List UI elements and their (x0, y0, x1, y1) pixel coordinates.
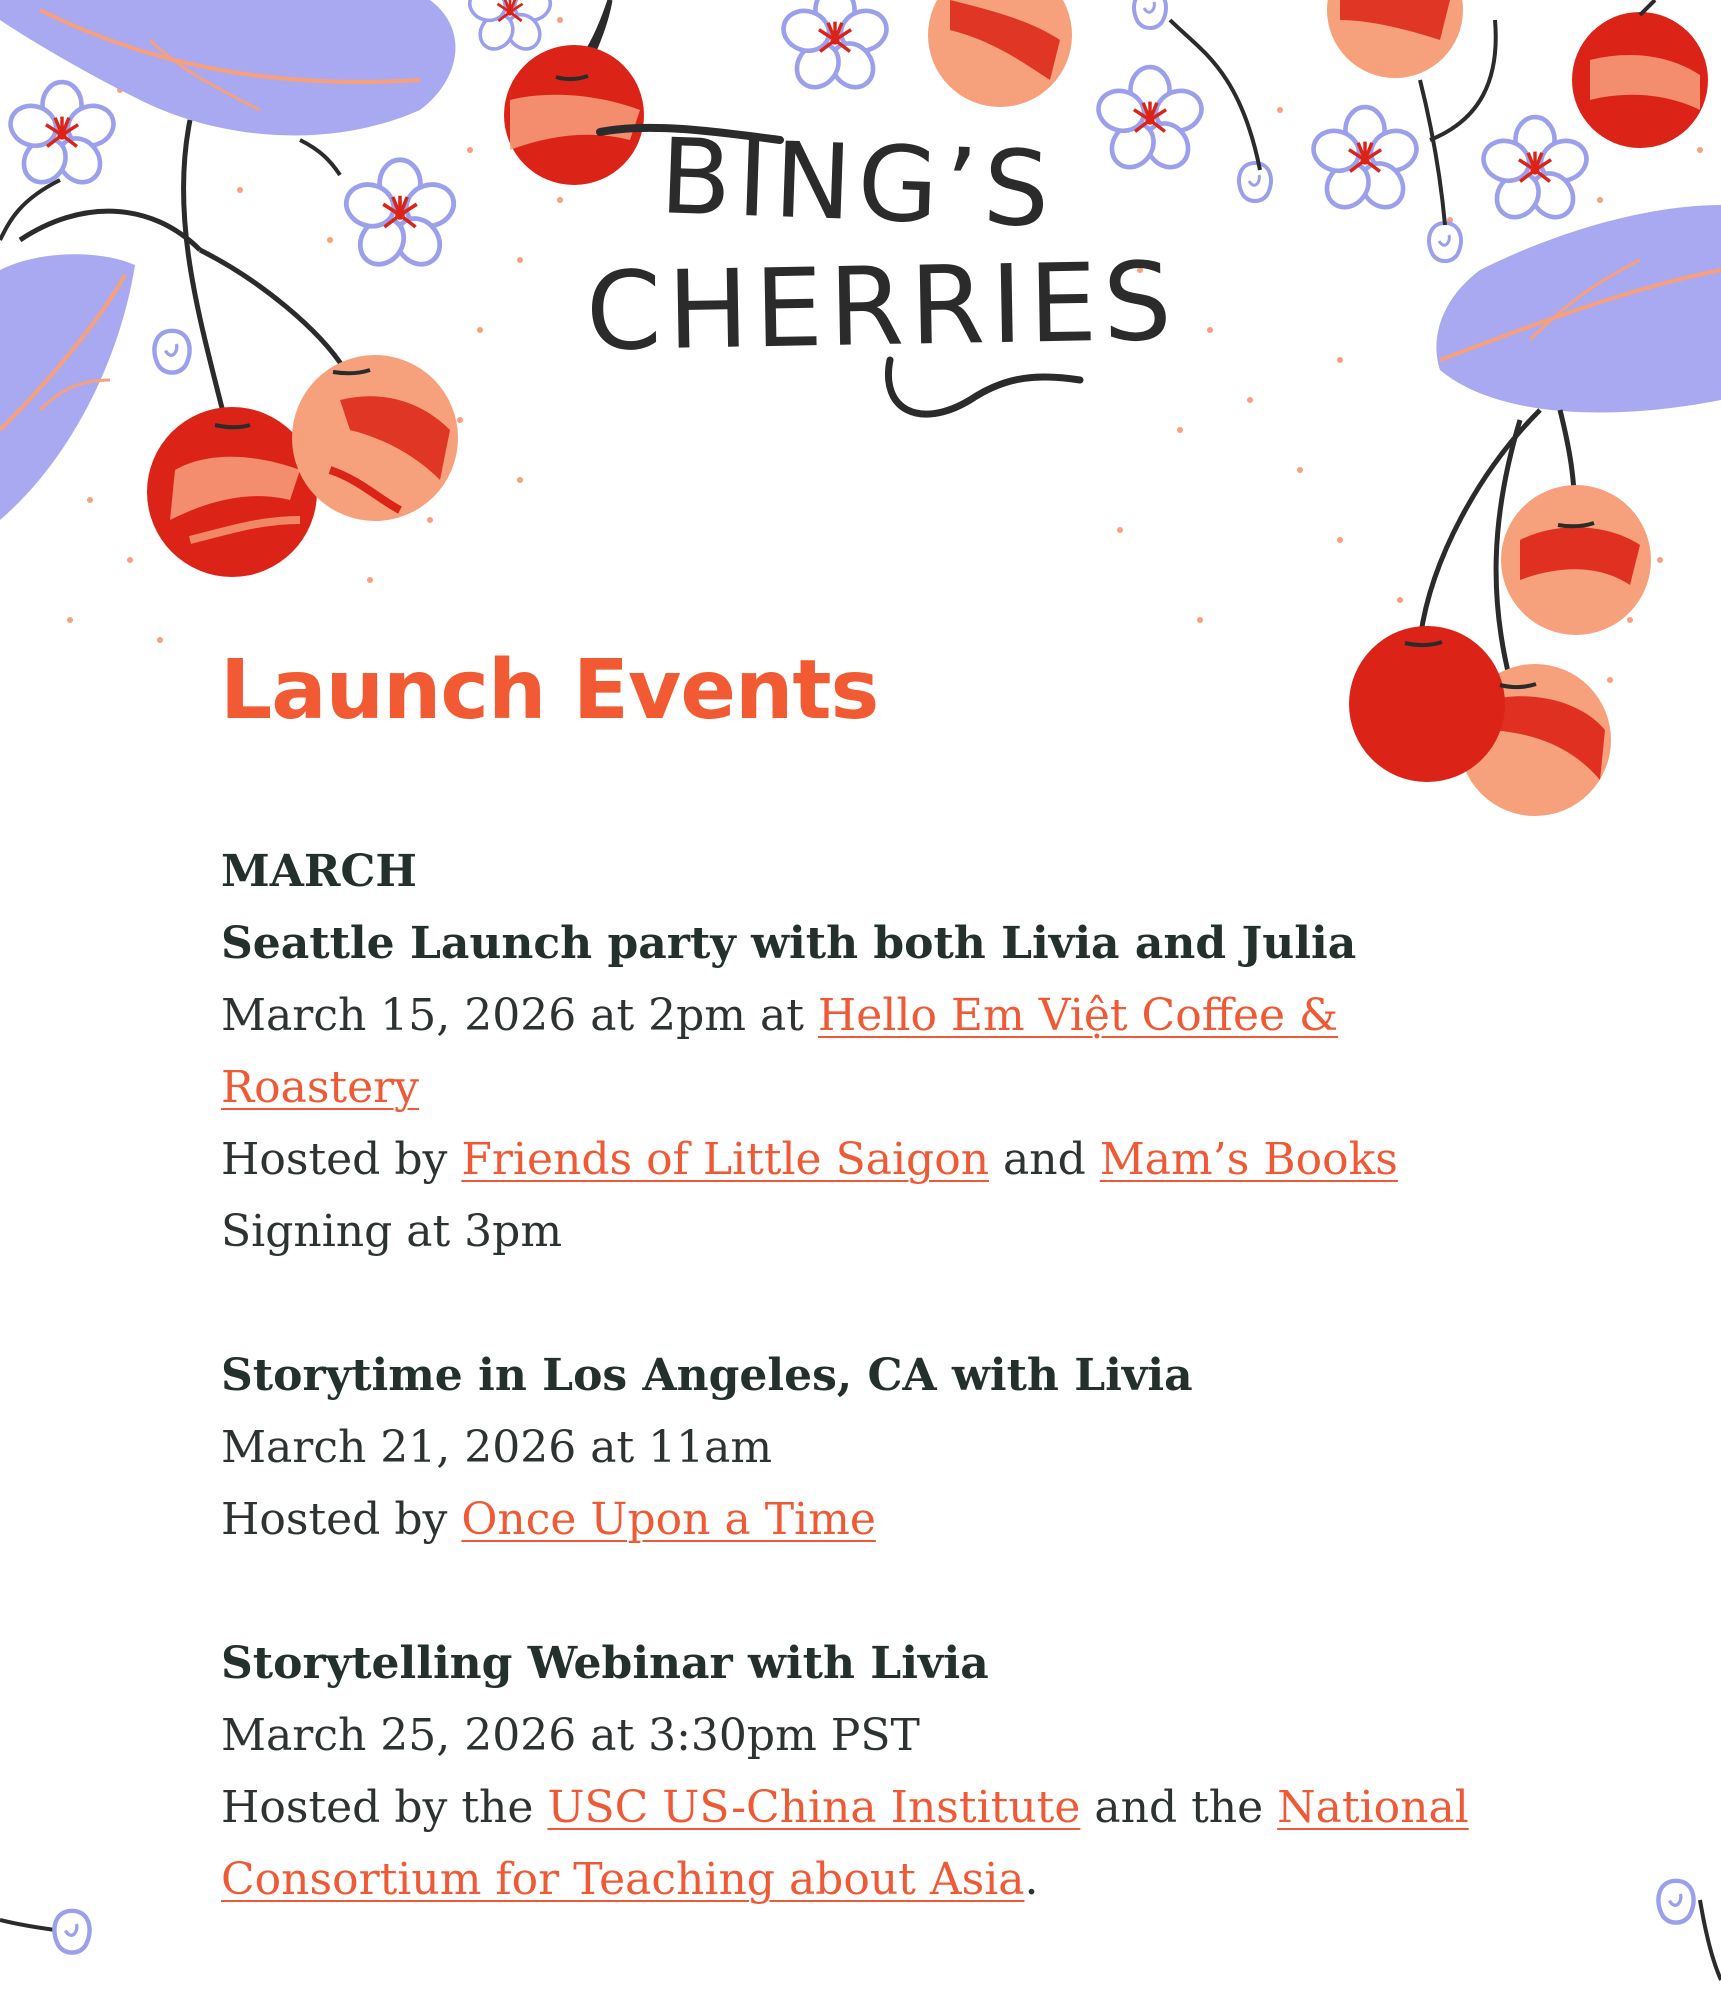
event-date (221, 980, 1521, 1124)
event-date: March 21, 2026 at 11am (221, 1422, 773, 1473)
logo-text-line1: BING’S (657, 115, 1058, 251)
event-date: March 25, 2026 at 3:30pm PST (221, 1710, 920, 1761)
bings-cherries-logo (560, 110, 1180, 430)
logo-text-line2: CHERRIES (584, 239, 1179, 376)
event-extra: Signing at 3pm (221, 1206, 563, 1257)
hosted-suffix-text: . (1024, 1854, 1039, 1905)
host-link-mams-books[interactable]: Mam’s Books (1099, 1134, 1398, 1185)
event-item (221, 1628, 1521, 1916)
event-date-text: March 15, 2026 at 2pm at (221, 990, 818, 1041)
host-link-usc-us-china-institute[interactable]: USC US-China Institute (547, 1782, 1081, 1833)
host-link-friends-of-little-saigon[interactable]: Friends of Little Saigon (461, 1134, 990, 1185)
host-link-once-upon-a-time[interactable]: Once Upon a Time (461, 1494, 876, 1545)
event-title: Storytelling Webinar with Livia (221, 1638, 989, 1689)
events-list (221, 836, 1521, 1988)
host-link-ncta[interactable]: National Consortium for Teaching about Asia (221, 1782, 1469, 1905)
venue-link[interactable]: Hello Em Việt Coffee & Roastery (221, 990, 1339, 1113)
hosted-by-text: Hosted by the (221, 1782, 548, 1833)
hosted-by-text: Hosted by (221, 1494, 462, 1545)
hosted-join-text: and (989, 1134, 1100, 1185)
page-title: Launch Events (220, 643, 879, 738)
event-item (221, 908, 1521, 1268)
hosted-join-text: and the (1080, 1782, 1278, 1833)
month-heading: MARCH (221, 846, 418, 897)
event-hosts (221, 1772, 1521, 1916)
event-hosts (221, 1484, 1521, 1556)
hosted-by-text: Hosted by (221, 1134, 462, 1185)
event-title: Storytime in Los Angeles, CA with Livia (221, 1350, 1193, 1401)
event-title: Seattle Launch party with both Livia and Julia (221, 918, 1357, 969)
event-hosts (221, 1124, 1521, 1196)
event-item (221, 1340, 1521, 1556)
